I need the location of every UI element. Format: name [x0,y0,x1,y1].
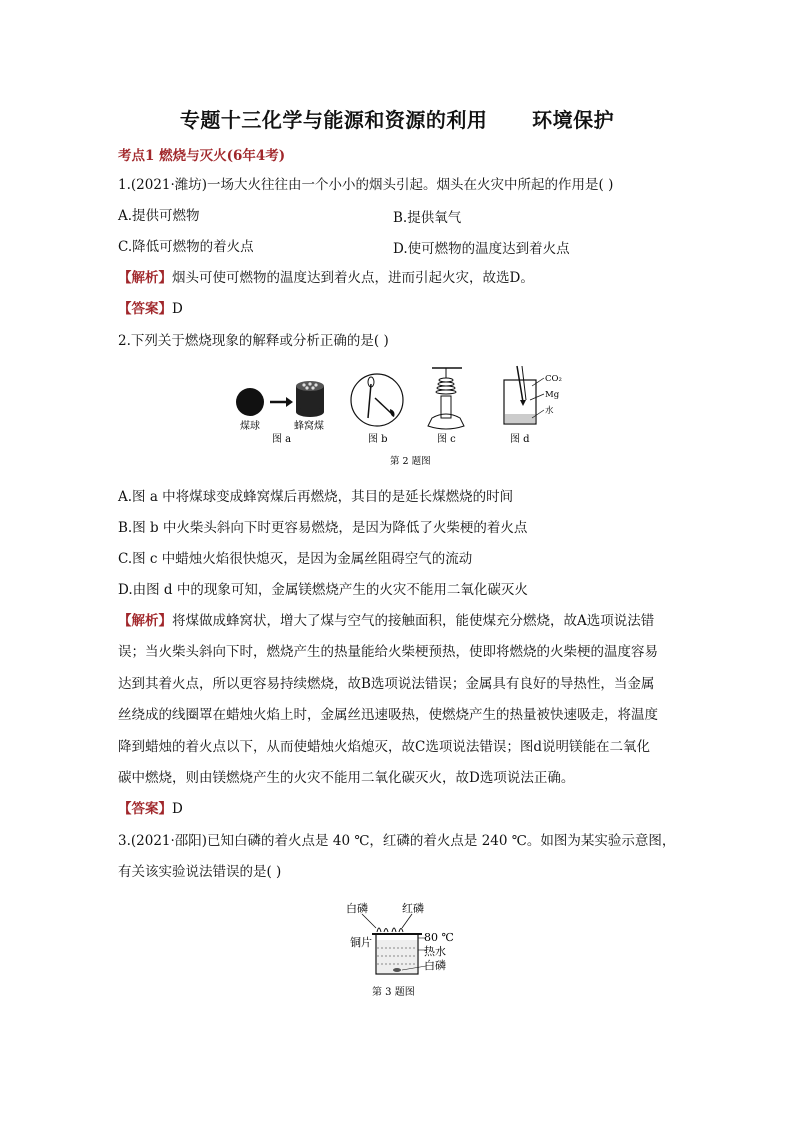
q1-option-c: C.降低可燃物的着火点 [118,239,254,255]
candle-coil-icon [428,368,464,429]
match-circle-icon [351,374,403,426]
fig-a-caption: 图 a [272,434,292,445]
fig-b-caption: 图 b [368,434,388,445]
q2-stem: 2.下列关于燃烧现象的解释或分析正确的是( ) [118,333,389,349]
q2-analysis-line-2: 误；当火柴头斜向下时，燃烧产生的热量能给火柴梗预热，使即将燃烧的火柴梗的温度容易 [118,644,658,660]
answer-label: 【答案】 [118,301,172,317]
q2-option-a: A.图 a 中将煤球变成蜂窝煤后再燃烧，其目的是延长煤燃烧的时间 [118,489,514,505]
q2-option-b: B.图 b 中火柴头斜向下时更容易燃烧，是因为降低了火柴梗的着火点 [118,520,528,536]
q1-stem: 1.(2021·潍坊)一场大火往往由一个小小的烟头引起。烟头在火灾中所起的作用是( ) [118,177,614,193]
analysis-label: 【解析】 [118,270,172,286]
q3-stem-line-2: 有关该实验说法错误的是( ) [118,864,282,880]
q3-figure [344,898,464,1003]
q3-label-hot-water: 热水 [424,945,446,958]
q2-analysis-line-5: 降到蜡烛的着火点以下，从而使蜡烛火焰熄灭，故C选项说法错误；图d说明镁能在二氧化 [118,739,650,755]
q3-label-white-p-bottom: 白磷 [424,959,446,972]
answer-label: 【答案】 [118,801,172,817]
q1-analysis [118,268,534,288]
q3-label-temp: 80 ℃ [424,931,454,944]
q1-analysis-text: 烟头可使可燃物的温度达到着火点，进而引起火灾，故选D。 [172,270,534,286]
coal-ball-icon [236,388,264,416]
fig-a-label-honeycomb: 蜂窝煤 [294,421,324,432]
q2-figure-caption: 第 2 题图 [390,456,431,467]
q2-analysis-line-6: 碳中燃烧，则由镁燃烧产生的火灾不能用二氧化碳灭火，故D选项说法正确。 [118,770,575,786]
q1-option-d: D.使可燃物的温度达到着火点 [393,241,570,257]
q3-label-white-p: 白磷 [346,902,368,915]
q2-figure [232,360,562,468]
magnesium-jar-icon [504,366,544,424]
fig-a-label-coal: 煤球 [240,421,260,432]
kaodian-heading: 考点1 燃烧与灭火(6年4考) [118,148,286,164]
q2-option-d: D.由图 d 中的现象可知，金属镁燃烧产生的火灾不能用二氧化碳灭火 [118,582,528,598]
fig-d-caption: 图 d [510,434,530,445]
q3-figure-caption: 第 3 题图 [372,987,415,998]
honeycomb-briquette-icon [296,381,324,417]
q2-analysis-line-4: 丝绕成的线圈罩在蜡烛火焰上时，金属丝迅速吸热，使燃烧产生的热量被快速吸走，将温度 [118,707,658,723]
q3-label-copper: 铜片 [350,936,372,949]
q1-option-a: A.提供可燃物 [118,208,200,224]
fig-c-caption: 图 c [437,434,456,445]
q3-stem-line-1: 3.(2021·邵阳)已知白磷的着火点是 40 ℃，红磷的着火点是 240 ℃。如图为某实验示意图， [118,833,676,849]
q1-option-b: B.提供氧气 [393,210,462,226]
fig-d-label-mg: Mg [545,390,560,400]
q2-option-c: C.图 c 中蜡烛火焰很快熄灭，是因为金属丝阻碍空气的流动 [118,551,473,567]
fig-d-label-co2: CO₂ [545,374,562,384]
q2-analysis-line-1: 【解析】将煤做成蜂窝状，增大了煤与空气的接触面积，能使煤充分燃烧，故A选项说法错 [118,613,655,629]
analysis-label: 【解析】 [118,613,172,629]
q2-answer [118,799,183,819]
q1-answer [118,299,183,319]
q2-answer-value: D [172,801,183,817]
q1-answer-value: D [172,301,183,317]
q3-label-red-p: 红磷 [402,902,424,915]
fig-d-label-water: 水 [545,406,554,416]
page-title: 专题十三化学与能源和资源的利用 环境保护 [179,108,615,132]
q2-analysis-line-3: 达到其着火点，所以更容易持续燃烧，故B选项说法错误；金属具有良好的导热性，当金属 [118,676,655,692]
